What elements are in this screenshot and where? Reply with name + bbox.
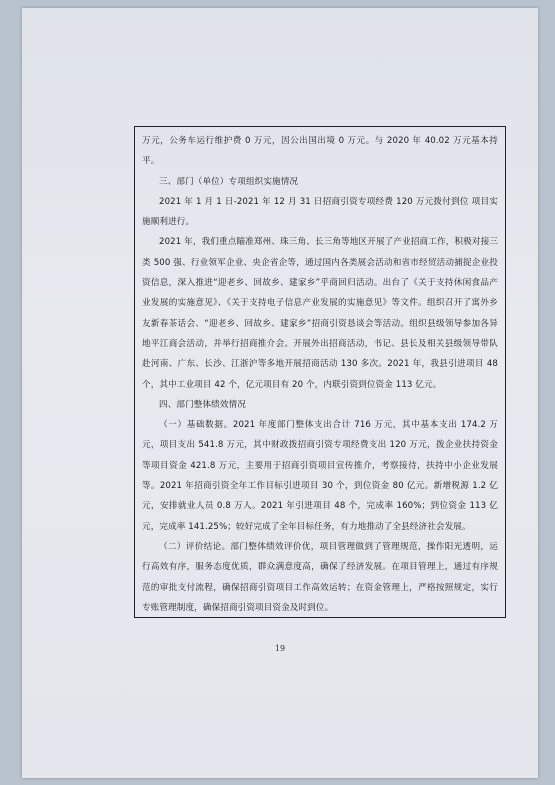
paragraph-1: 万元，公务车运行维护费 0 万元，因公出国出境 0 万元。与 2020 年 40.02 万元基本持平。	[142, 136, 498, 167]
document-body	[135, 127, 505, 618]
section-heading-3: 三、部门（单位）专项组织实施情况	[159, 176, 299, 187]
paragraph-evaluation: （二）评价结论。部门整体绩效评价优，项目管理做到了管理规范，操作阳光透明，运行高效有序，服务态度优质，群众满意度高，确保了经济发展。在项目管理上，通过有序规范的审批支付流程，确保招商引资项目工作高效运转；在资金管理上，严格按照规定，实行专账管理制度，确保招商引资项目资金及时到位。	[142, 541, 498, 613]
paragraph-3: 2021 年，我们重点瞄准郑州、珠三角、长三角等地区开展了产业招商工作，积极对接三类 500 强、行业领军企业、央企省企等，通过国内各类展会活动和省市经贸活动捕捉企业投资信息，深入推进“迎老乡、回故乡、建家乡”乎商回归活动。出台了《关于支持休闲食品产业发展的实施意见》、《关于支持电子信息产业发展的实施意见》等文件。组织召开了寓外乡友新春茶话会、“迎老乡、回故乡、建家乡”招商引资恳谈会等活动。组织县级领导参加各异地平江商会活动，并举行招商推介会。开展外出招商活动，书记、县长及相关县级领导带队赴河南、广东、长沙、江浙沪等多地开展招商活动 130 多次。2021 年，我县引进项目 48 个，其中工业项目 42 个，亿元项目有 20 个，内联引资到位资金 113 亿元。	[142, 237, 498, 390]
page-number: 19	[274, 644, 286, 653]
text-frame	[134, 126, 506, 618]
paragraph-basic-data: （一）基础数据。2021 年度部门整体支出合计 716 万元，其中基本支出 174.2 万元，项目支出 541.8 万元，其中财政拨招商引资专项经费支出 120 万元，拨企业扶持资金等项目资金 421.8 万元，主要用于招商引资项目宣传推介，考察接待，扶持中小企业发展等。2021 年招商引资全年工作目标引进项目 30 个，到位资金 80 亿元。新增税源 1.2 亿元，安排就业人员 0.8 万人。2021 年引进项目 48 个，完成率 160%；到位资金 113 亿元，完成率 141.25%；较好完成了全年目标任务，有力地推动了全县经济社会发展。	[142, 420, 498, 532]
section-heading-4: 四、部门整体绩效情况	[159, 399, 246, 410]
paragraph-2: 2021 年 1 月 1 日-2021 年 12 月 31 日招商引资专项经费 120 万元拨付到位 项目实施顺利进行。	[142, 196, 498, 228]
document-page	[22, 8, 538, 778]
